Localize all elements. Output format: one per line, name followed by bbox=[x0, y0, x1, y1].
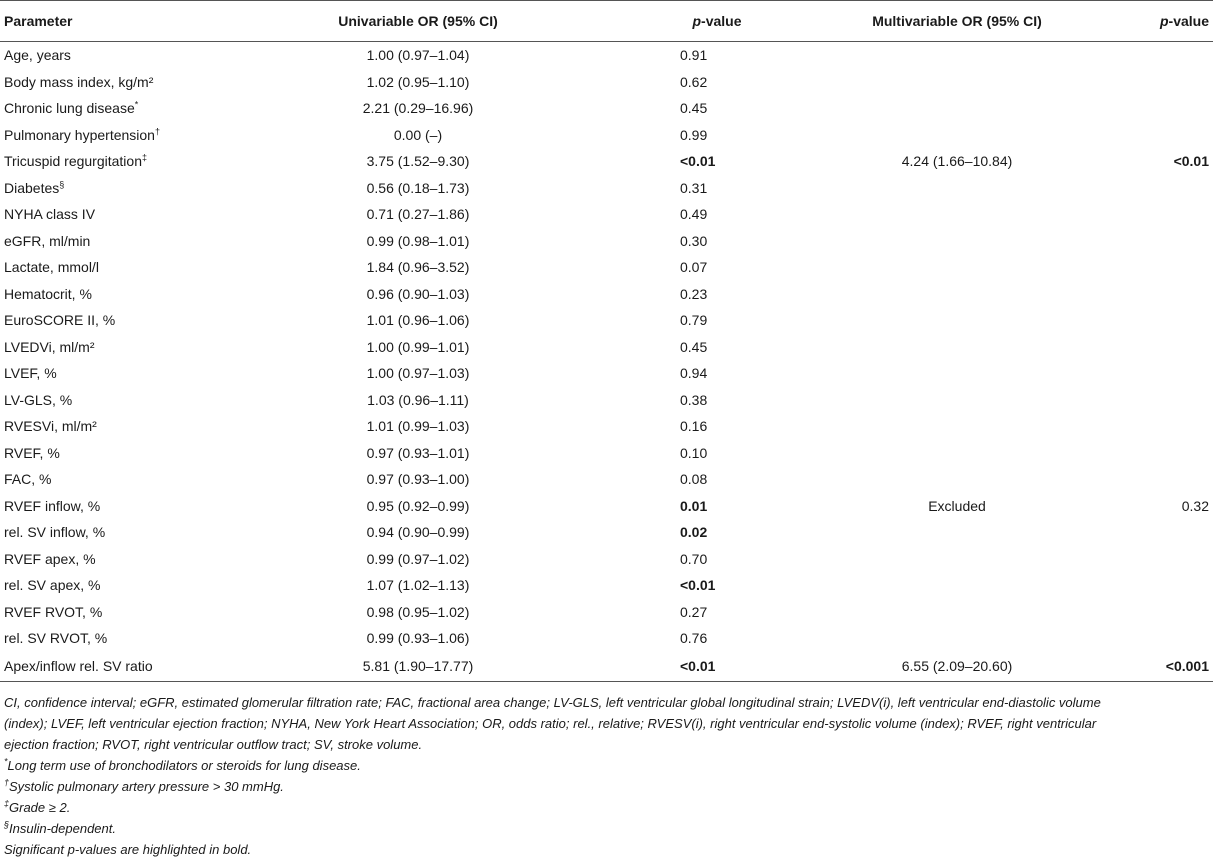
cell-multivariable-or: 4.24 (1.66–10.84) bbox=[901, 153, 1013, 170]
cell-p-value-multi bbox=[1102, 228, 1213, 255]
parameter-label: RVEF inflow, % bbox=[4, 497, 101, 514]
p-value: 0.08 bbox=[680, 471, 708, 488]
cell-p-value-uni bbox=[562, 466, 812, 493]
col-header-parameter: Parameter bbox=[0, 1, 274, 42]
table-header bbox=[0, 1, 1213, 42]
table-row bbox=[0, 466, 1213, 493]
p-value: 0.27 bbox=[680, 603, 708, 620]
table-row bbox=[0, 599, 1213, 626]
cell-multivariable-or bbox=[812, 69, 1102, 96]
cell-p-value-uni bbox=[562, 122, 812, 149]
footnote-list bbox=[4, 755, 1141, 860]
cell-p-value-uni bbox=[562, 201, 812, 228]
parameter-label: rel. SV RVOT, % bbox=[4, 630, 108, 647]
cell-multivariable-or bbox=[812, 572, 1102, 599]
p-value: 0.49 bbox=[680, 206, 708, 223]
cell-parameter bbox=[0, 95, 274, 122]
cell-p-value-multi bbox=[1102, 42, 1213, 69]
cell-univariable-or: 0.97 (0.93–1.01) bbox=[366, 444, 470, 461]
cell-multivariable-or bbox=[812, 440, 1102, 467]
cell-parameter bbox=[0, 599, 274, 626]
cell-multivariable-or bbox=[812, 360, 1102, 387]
cell-multivariable-or bbox=[812, 625, 1102, 652]
cell-univariable-or: 0.56 (0.18–1.73) bbox=[366, 179, 470, 196]
table-footnotes bbox=[0, 682, 1145, 860]
footnote-symbol: ‡ bbox=[4, 798, 10, 809]
cell-p-value-multi bbox=[1102, 519, 1213, 546]
parameter-label: rel. SV inflow, % bbox=[4, 524, 106, 541]
footnote-text: Insulin-dependent. bbox=[9, 820, 116, 836]
cell-univariable-or: 1.00 (0.97–1.04) bbox=[366, 47, 470, 64]
cell-parameter bbox=[0, 519, 274, 546]
cell-p-value-uni bbox=[562, 546, 812, 573]
table-row bbox=[0, 334, 1213, 361]
p-letter: p bbox=[1159, 13, 1169, 29]
table-row bbox=[0, 546, 1213, 573]
parameter-label: Hematocrit, % bbox=[4, 285, 92, 302]
footnote-text: Systolic pulmonary artery pressure > 30 mmHg. bbox=[9, 778, 284, 794]
table-row bbox=[0, 148, 1213, 175]
cell-p-value-multi bbox=[1102, 334, 1213, 361]
cell-multivariable-or bbox=[812, 201, 1102, 228]
parameter-label: RVESVi, ml/m² bbox=[4, 418, 97, 435]
footnote-text: Long term use of bronchodilators or steroids for lung disease. bbox=[7, 757, 361, 773]
p-value: 0.10 bbox=[680, 444, 708, 461]
footnote-item bbox=[4, 797, 1141, 818]
table-row bbox=[0, 281, 1213, 308]
cell-univariable-or: 0.95 (0.92–0.99) bbox=[366, 497, 470, 514]
cell-p-value-multi bbox=[1102, 69, 1213, 96]
p-letter: p bbox=[692, 13, 702, 29]
parameter-label: rel. SV apex, % bbox=[4, 577, 101, 594]
cell-multivariable-or: Excluded bbox=[928, 497, 986, 514]
p-value: <0.01 bbox=[680, 658, 716, 674]
footnote-item bbox=[4, 776, 1141, 797]
cell-p-value-multi bbox=[1102, 625, 1213, 652]
cell-univariable-or: 1.00 (0.97–1.03) bbox=[366, 365, 470, 382]
cell-multivariable-or bbox=[812, 466, 1102, 493]
parameter-label: FAC, % bbox=[4, 471, 52, 488]
footnote-text: Significant p-values are highlighted in bold. bbox=[4, 841, 252, 857]
cell-p-value-multi bbox=[1102, 307, 1213, 334]
footnote-symbol: § bbox=[4, 819, 10, 830]
cell-multivariable-or bbox=[812, 413, 1102, 440]
cell-p-value-uni bbox=[562, 625, 812, 652]
p-value: 0.23 bbox=[680, 285, 708, 302]
cell-parameter bbox=[0, 254, 274, 281]
cell-multivariable-or bbox=[812, 254, 1102, 281]
cell-p-value-uni bbox=[562, 175, 812, 202]
cell-p-value-uni bbox=[562, 148, 812, 175]
cell-univariable-or: 1.84 (0.96–3.52) bbox=[366, 259, 470, 276]
parameter-label: RVEF apex, % bbox=[4, 550, 96, 567]
p-value: <0.01 bbox=[680, 153, 716, 170]
cell-parameter bbox=[0, 466, 274, 493]
cell-univariable-or: 0.71 (0.27–1.86) bbox=[366, 206, 470, 223]
table-body bbox=[0, 42, 1213, 682]
footnote-marker: ‡ bbox=[142, 152, 148, 163]
cell-multivariable-or bbox=[812, 228, 1102, 255]
cell-p-value-multi bbox=[1102, 546, 1213, 573]
header-row bbox=[0, 1, 1213, 42]
cell-p-value-uni bbox=[562, 307, 812, 334]
p-value: <0.01 bbox=[680, 577, 716, 594]
cell-univariable-or: 1.02 (0.95–1.10) bbox=[366, 73, 470, 90]
cell-parameter bbox=[0, 493, 274, 520]
cell-p-value-uni bbox=[562, 360, 812, 387]
cell-p-value-uni bbox=[562, 440, 812, 467]
p-value: 0.62 bbox=[680, 73, 708, 90]
table-row bbox=[0, 175, 1213, 202]
cell-univariable-or: 0.97 (0.93–1.00) bbox=[366, 471, 470, 488]
cell-p-value-multi bbox=[1102, 572, 1213, 599]
parameter-label: NYHA class IV bbox=[4, 206, 96, 223]
cell-parameter bbox=[0, 546, 274, 573]
cell-p-value-uni bbox=[562, 334, 812, 361]
table-row bbox=[0, 307, 1213, 334]
cell-parameter bbox=[0, 201, 274, 228]
table-row bbox=[0, 519, 1213, 546]
cell-p-value-uni bbox=[562, 387, 812, 414]
cell-univariable-or: 0.94 (0.90–0.99) bbox=[366, 524, 470, 541]
cell-parameter bbox=[0, 334, 274, 361]
footnote-symbol: * bbox=[4, 756, 8, 767]
table-row bbox=[0, 42, 1213, 69]
p-value: 0.45 bbox=[680, 100, 708, 117]
cell-multivariable-or bbox=[812, 599, 1102, 626]
parameter-label: Pulmonary hypertension bbox=[4, 126, 155, 143]
cell-p-value-multi bbox=[1102, 387, 1213, 414]
footnote-marker: † bbox=[154, 126, 160, 137]
table-row bbox=[0, 572, 1213, 599]
table-row bbox=[0, 625, 1213, 652]
parameter-label: eGFR, ml/min bbox=[4, 232, 91, 249]
cell-p-value-uni bbox=[562, 228, 812, 255]
p-value: 0.99 bbox=[680, 126, 708, 143]
cell-multivariable-or bbox=[812, 387, 1102, 414]
cell-univariable-or: 5.81 (1.90–17.77) bbox=[274, 652, 562, 682]
cell-univariable-or: 2.21 (0.29–16.96) bbox=[362, 100, 474, 117]
cell-parameter bbox=[0, 440, 274, 467]
table-row bbox=[0, 122, 1213, 149]
parameter-label: Diabetes bbox=[4, 179, 60, 196]
parameter-label: LVEF, % bbox=[4, 365, 57, 382]
parameter-label: Body mass index, kg/m² bbox=[4, 73, 154, 90]
p-value: 0.38 bbox=[680, 391, 708, 408]
cell-parameter bbox=[0, 69, 274, 96]
footnote-item bbox=[4, 839, 1141, 860]
cell-multivariable-or bbox=[812, 95, 1102, 122]
cell-multivariable-or bbox=[812, 334, 1102, 361]
table-row bbox=[0, 69, 1213, 96]
table-row bbox=[0, 254, 1213, 281]
table-row bbox=[0, 387, 1213, 414]
cell-parameter bbox=[0, 360, 274, 387]
cell-parameter bbox=[0, 122, 274, 149]
cell-p-value-uni bbox=[562, 572, 812, 599]
parameter-label: Chronic lung disease bbox=[4, 100, 135, 117]
parameter-label: EuroSCORE II, % bbox=[4, 312, 116, 329]
cell-multivariable-or bbox=[812, 307, 1102, 334]
parameter-label: Age, years bbox=[4, 47, 71, 64]
cell-multivariable-or: 6.55 (2.09–20.60) bbox=[812, 652, 1102, 682]
cell-p-value-multi bbox=[1102, 122, 1213, 149]
cell-p-value-multi: <0.01 bbox=[1173, 153, 1209, 170]
footnote-symbol: † bbox=[4, 777, 10, 788]
cell-p-value-uni bbox=[562, 95, 812, 122]
cell-p-value-multi bbox=[1102, 95, 1213, 122]
footnote-item bbox=[4, 818, 1141, 839]
cell-univariable-or: 1.03 (0.96–1.11) bbox=[367, 391, 469, 408]
abbreviations-note: CI, confidence interval; eGFR, estimated glomerular filtration rate; FAC, fractional area change; LV-GLS, left ventricular global longitudinal strain; LVEDV(i), left ventricular end-diastolic volume (index); LVEF, left ventricular ejection fraction; NYHA, New York Heart Association; OR, odds ratio; rel., relative; RVESV(i), right ventricular end-systolic volume (index); RVEF, right ventricular ejection fraction; RVOT, right ventricular outflow tract; SV, stroke volume. bbox=[4, 694, 1101, 752]
cell-univariable-or: 0.96 (0.90–1.03) bbox=[366, 285, 470, 302]
cell-univariable-or: 1.01 (0.99–1.03) bbox=[366, 418, 470, 435]
cell-parameter bbox=[0, 228, 274, 255]
cell-univariable-or: 0.98 (0.95–1.02) bbox=[366, 603, 470, 620]
footnote-marker: § bbox=[59, 179, 65, 190]
cell-univariable-or: 1.00 (0.99–1.01) bbox=[366, 338, 470, 355]
cell-p-value-multi bbox=[1102, 599, 1213, 626]
cell-parameter bbox=[0, 175, 274, 202]
footnote-text: Grade ≥ 2. bbox=[9, 799, 71, 815]
cell-p-value-multi bbox=[1102, 360, 1213, 387]
col-header-multivariable: Multivariable OR (95% CI) bbox=[812, 1, 1102, 42]
parameter-label: Tricuspid regurgitation bbox=[4, 153, 142, 170]
cell-p-value-multi: 0.32 bbox=[1181, 497, 1209, 514]
cell-p-value-uni bbox=[562, 42, 812, 69]
col-header-p-value-uni bbox=[562, 1, 812, 42]
parameter-label: LVEDVi, ml/m² bbox=[4, 338, 95, 355]
table-row bbox=[0, 652, 1213, 682]
table-row bbox=[0, 440, 1213, 467]
p-value: 0.07 bbox=[680, 259, 708, 276]
p-value: 0.31 bbox=[680, 179, 708, 196]
cell-parameter bbox=[0, 42, 274, 69]
cell-parameter bbox=[0, 281, 274, 308]
p-value: 0.16 bbox=[680, 418, 708, 435]
cell-univariable-or: 0.99 (0.98–1.01) bbox=[366, 232, 470, 249]
parameter-label: RVEF RVOT, % bbox=[4, 603, 103, 620]
table-row bbox=[0, 201, 1213, 228]
cell-p-value-multi bbox=[1102, 440, 1213, 467]
cell-parameter bbox=[0, 652, 274, 682]
cell-multivariable-or bbox=[812, 281, 1102, 308]
table-row bbox=[0, 228, 1213, 255]
cell-parameter bbox=[0, 413, 274, 440]
cell-multivariable-or bbox=[812, 175, 1102, 202]
cell-multivariable-or bbox=[812, 122, 1102, 149]
p-value: 0.70 bbox=[680, 550, 708, 567]
cell-p-value-uni bbox=[562, 519, 812, 546]
cell-p-value-multi bbox=[1102, 413, 1213, 440]
cell-univariable-or: 0.99 (0.93–1.06) bbox=[366, 630, 470, 647]
cell-parameter bbox=[0, 625, 274, 652]
table-row bbox=[0, 95, 1213, 122]
col-header-p-value-multi bbox=[1102, 1, 1213, 42]
cell-univariable-or: 1.01 (0.96–1.06) bbox=[366, 312, 470, 329]
cell-p-value-multi bbox=[1102, 175, 1213, 202]
cell-univariable-or: 0.99 (0.97–1.02) bbox=[366, 550, 470, 567]
cell-p-value-uni bbox=[562, 652, 812, 682]
cell-p-value-uni bbox=[562, 493, 812, 520]
cell-parameter bbox=[0, 572, 274, 599]
cell-univariable-or: 3.75 (1.52–9.30) bbox=[366, 153, 470, 170]
cell-univariable-or: 1.07 (1.02–1.13) bbox=[366, 577, 470, 594]
cell-p-value-uni bbox=[562, 69, 812, 96]
p-value: 0.94 bbox=[680, 365, 708, 382]
cell-p-value-multi bbox=[1102, 466, 1213, 493]
p-value: 0.79 bbox=[680, 312, 708, 329]
cell-p-value-uni bbox=[562, 254, 812, 281]
cell-p-value-multi bbox=[1102, 254, 1213, 281]
cell-p-value-multi bbox=[1102, 201, 1213, 228]
p-value: 0.01 bbox=[680, 497, 708, 514]
cell-multivariable-or bbox=[812, 546, 1102, 573]
cell-parameter bbox=[0, 387, 274, 414]
table-row bbox=[0, 493, 1213, 520]
p-value: 0.91 bbox=[680, 47, 708, 64]
parameter-label: RVEF, % bbox=[4, 444, 60, 461]
p-value: 0.02 bbox=[680, 524, 708, 541]
parameter-label: Apex/inflow rel. SV ratio bbox=[4, 658, 153, 674]
cell-univariable-or: 0.00 (–) bbox=[393, 126, 443, 143]
table-row bbox=[0, 360, 1213, 387]
footnote-item bbox=[4, 755, 1141, 776]
cell-p-value-uni bbox=[562, 413, 812, 440]
p-suffix: -value bbox=[701, 13, 742, 29]
p-value: 0.30 bbox=[680, 232, 708, 249]
parameter-label: LV-GLS, % bbox=[4, 391, 73, 408]
table-row bbox=[0, 413, 1213, 440]
col-header-univariable: Univariable OR (95% CI) bbox=[274, 1, 562, 42]
cell-multivariable-or bbox=[812, 42, 1102, 69]
cell-p-value-uni bbox=[562, 281, 812, 308]
p-value: 0.76 bbox=[680, 630, 708, 647]
footnote-marker: * bbox=[134, 99, 139, 110]
parameter-label: Lactate, mmol/l bbox=[4, 259, 99, 276]
p-suffix: -value bbox=[1168, 13, 1209, 29]
cell-p-value-multi bbox=[1102, 281, 1213, 308]
cell-parameter bbox=[0, 148, 274, 175]
cell-p-value-multi: <0.001 bbox=[1102, 652, 1213, 682]
cell-p-value-uni bbox=[562, 599, 812, 626]
p-value: 0.45 bbox=[680, 338, 708, 355]
cell-multivariable-or bbox=[812, 519, 1102, 546]
cell-parameter bbox=[0, 307, 274, 334]
